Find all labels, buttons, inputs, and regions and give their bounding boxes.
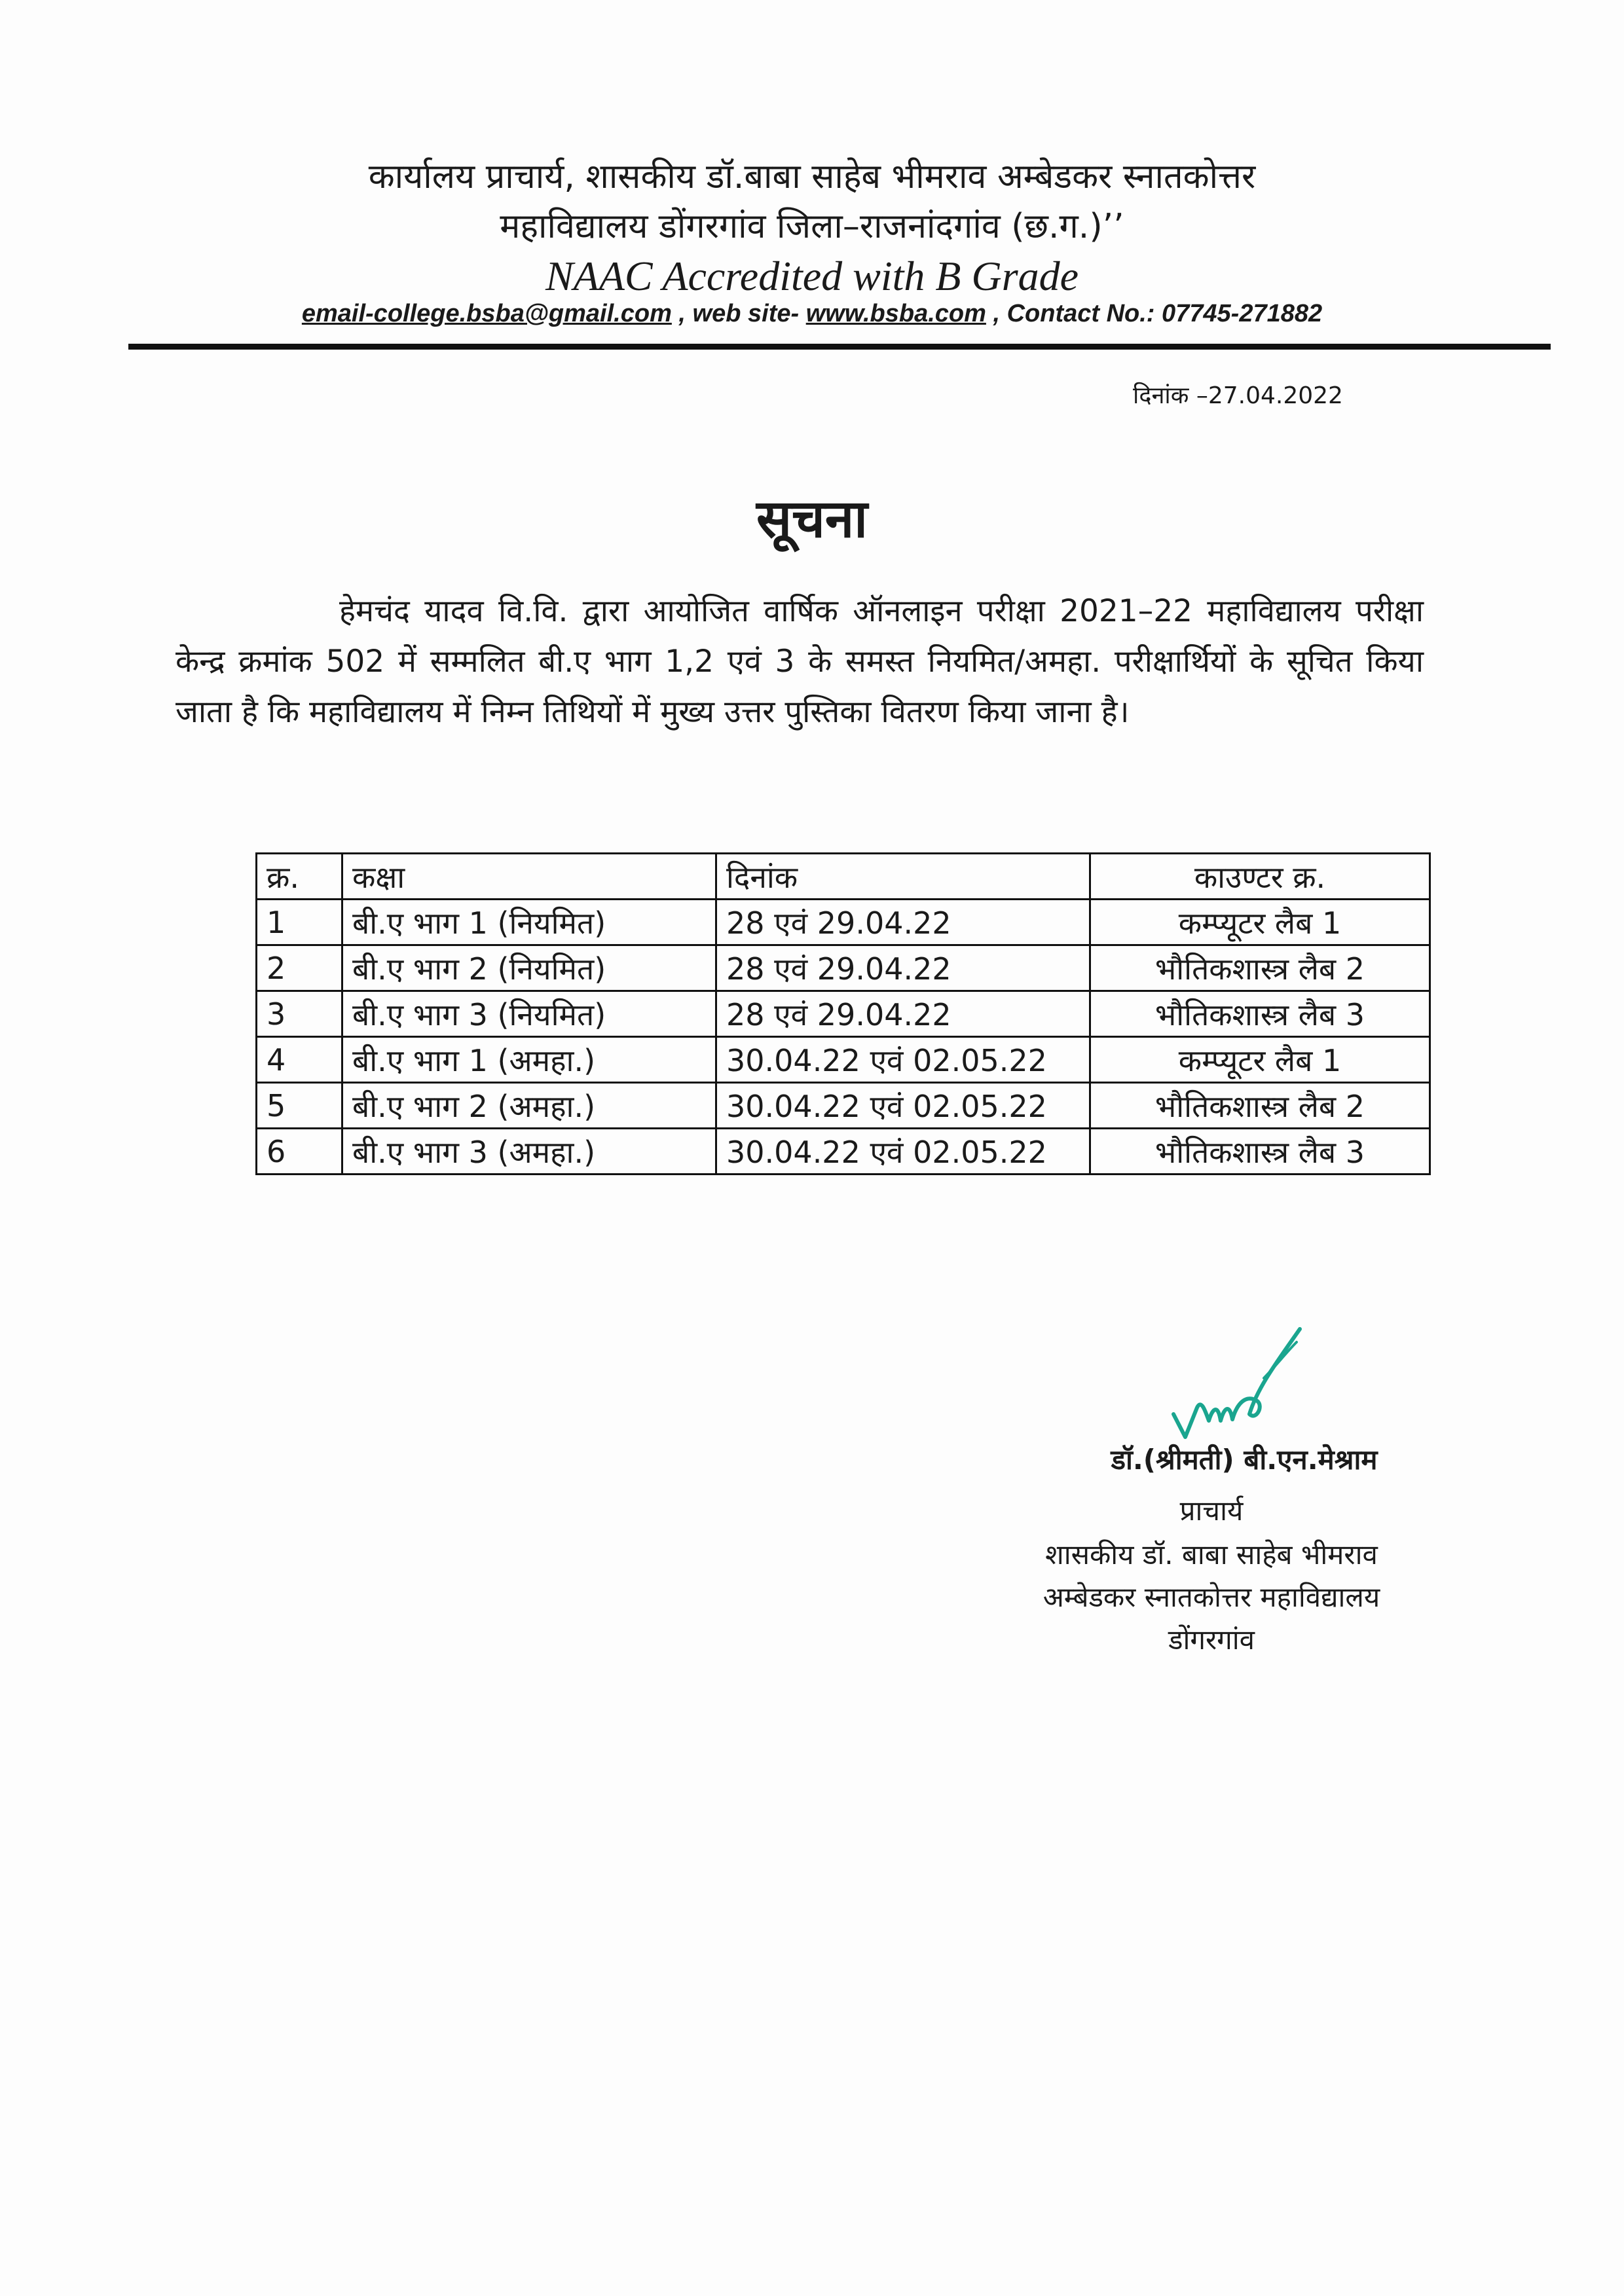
signatory-name: डॉ.(श्रीमती) बी.एन.मेश्राम [1111, 1444, 1378, 1476]
cell-serial: 1 [257, 900, 342, 945]
cell-serial: 6 [257, 1129, 342, 1175]
header-line-2: महाविद्यालय डोंगरगांव जिला–राजनांदगांव (छ.ग.)’’ [500, 207, 1124, 246]
cell-serial: 2 [257, 945, 342, 991]
cell-class: बी.ए भाग 3 (अमहा.) [342, 1129, 716, 1175]
table-row [257, 1037, 1430, 1083]
accreditation-text: NAAC Accredited with B Grade [545, 253, 1079, 299]
header-class: कक्षा [342, 854, 716, 900]
header-divider [128, 344, 1551, 350]
table-row [257, 1083, 1430, 1129]
cell-serial: 5 [257, 1083, 342, 1129]
cell-date: 28 एवं 29.04.22 [716, 900, 1090, 945]
cell-serial: 3 [257, 991, 342, 1037]
cell-date: 28 एवं 29.04.22 [716, 945, 1090, 991]
header-serial: क्र. [257, 854, 342, 900]
header-counter: काउण्टर क्र. [1090, 854, 1430, 900]
website-link[interactable]: www.bsba.com [805, 300, 986, 327]
contact-number: , Contact No.: 07745-271882 [986, 300, 1323, 327]
table-header-row [257, 854, 1430, 900]
cell-class: बी.ए भाग 1 (नियमित) [342, 900, 716, 945]
signatory-org-line-2: अम्बेडकर स्नातकोत्तर महाविद्यालय [1043, 1581, 1380, 1613]
cell-class: बी.ए भाग 3 (नियमित) [342, 991, 716, 1037]
table-row [257, 991, 1430, 1037]
signatory-place: डोंगरगांव [1168, 1624, 1255, 1656]
cell-counter: भौतिकशास्त्र लैब 3 [1090, 991, 1430, 1037]
handwritten-signature [1166, 1316, 1310, 1447]
cell-counter: कम्प्यूटर लैब 1 [1090, 1037, 1430, 1083]
cell-date: 30.04.22 एवं 02.05.22 [716, 1083, 1090, 1129]
cell-counter: कम्प्यूटर लैब 1 [1090, 900, 1430, 945]
cell-class: बी.ए भाग 1 (अमहा.) [342, 1037, 716, 1083]
cell-date: 28 एवं 29.04.22 [716, 991, 1090, 1037]
header-date: दिनांक [716, 854, 1090, 900]
signatory-org-line-1: शासकीय डॉ. बाबा साहेब भीमराव [1045, 1539, 1378, 1571]
table-row [257, 900, 1430, 945]
header-line-1: कार्यालय प्राचार्य, शासकीय डॉ.बाबा साहेब भीमराव अम्बेडकर स्नातकोत्तर [368, 157, 1256, 196]
notice-paragraph: हेमचंद यादव वि.वि. द्वारा आयोजित वार्षिक ऑनलाइन परीक्षा 2021–22 महाविद्यालय परीक्षा केन्द्र क्रमांक 502 में सम्मलित बी.ए भाग 1,2 एवं 3 के समस्त नियमित/अमहा. परीक्षार्थियों के सूचित किया जाता है कि महाविद्यालय में निम्न तिथियों में मुख्य उत्तर पुस्तिका वितरण किया जाना है। [175, 593, 1424, 730]
cell-counter: भौतिकशास्त्र लैब 3 [1090, 1129, 1430, 1175]
table-row [257, 1129, 1430, 1175]
cell-serial: 4 [257, 1037, 342, 1083]
cell-counter: भौतिकशास्त्र लैब 2 [1090, 1083, 1430, 1129]
cell-counter: भौतिकशास्त्र लैब 2 [1090, 945, 1430, 991]
notice-title: सूचना [756, 488, 868, 549]
schedule-table [255, 852, 1431, 1175]
signatory-designation: प्राचार्य [1179, 1495, 1244, 1527]
cell-class: बी.ए भाग 2 (अमहा.) [342, 1083, 716, 1129]
cell-date: 30.04.22 एवं 02.05.22 [716, 1129, 1090, 1175]
contact-line [0, 300, 1624, 328]
notice-date: दिनांक –27.04.2022 [1133, 382, 1343, 409]
web-prefix: , web site- [671, 300, 806, 327]
table-row [257, 945, 1430, 991]
cell-class: बी.ए भाग 2 (नियमित) [342, 945, 716, 991]
cell-date: 30.04.22 एवं 02.05.22 [716, 1037, 1090, 1083]
email-link[interactable]: email-college.bsba@gmail.com [301, 300, 672, 327]
